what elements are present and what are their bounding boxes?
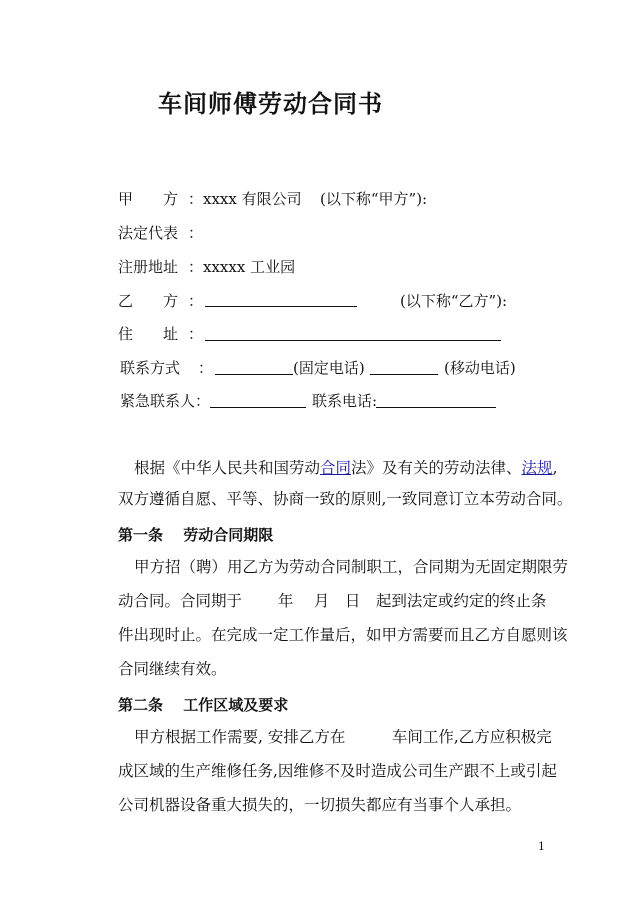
emergency-contact-blank-line: [210, 406, 306, 408]
party-a-value: ：xxxx 有限公司: [188, 190, 302, 208]
law-link-contract[interactable]: 合同: [320, 459, 352, 477]
legal-rep-value: ：: [188, 224, 204, 242]
page-number: 1: [538, 840, 545, 853]
article-1-line: 合同继续有效。: [118, 660, 227, 678]
party-b-colon: ：: [188, 292, 204, 310]
article-2-line: 公司机器设备重大损失的，一切损失都应有当事个人承担。: [118, 796, 522, 814]
article-1-heading: 第一条 劳动合同期限: [118, 526, 274, 544]
contact-colon: ：: [198, 359, 214, 377]
party-a-label: 甲 方: [118, 190, 179, 208]
mobile-phone-label: (移动电话): [444, 359, 516, 377]
fixed-phone-blank-line: [215, 373, 293, 375]
residence-colon: ：: [188, 325, 204, 343]
article-2-line: 成区域的生产维修任务,因维修不及时造成公司生产跟不上或引起: [118, 762, 557, 780]
party-b-note: (以下称“乙方”):: [400, 292, 508, 310]
mobile-phone-blank-line: [370, 373, 438, 375]
party-a-note: (以下称“甲方”):: [320, 190, 428, 208]
party-b-blank-line: [205, 305, 357, 307]
party-b-label: 乙 方: [118, 292, 179, 310]
intro-line-2: 双方遵循自愿、平等、协商一致的原则,一致同意订立本劳动合同。: [118, 490, 573, 508]
article-1-line: 件出现时止。在完成一定工作量后，如甲方需要而且乙方自愿则该: [118, 626, 568, 644]
fixed-phone-label: (固定电话): [293, 359, 365, 377]
intro-text-part: 根据《中华人民共和国劳动: [134, 459, 321, 477]
residence-label: 住 址: [118, 325, 179, 343]
contact-label: 联系方式: [120, 359, 181, 377]
law-link-regulations[interactable]: 法规: [521, 459, 553, 477]
article-1-line: 动合同。合同期于 年 月 日 起到法定或约定的终止条: [118, 592, 547, 610]
document-title: 车间师傅劳动合同书: [158, 90, 383, 118]
article-1-line: 甲方招（聘）用乙方为劳动合同制职工，合同期为无固定期限劳: [134, 558, 569, 576]
residence-blank-line: [205, 339, 501, 341]
article-2-line: 甲方根据工作需要, 安排乙方在 车间工作,乙方应积极完: [134, 728, 552, 746]
intro-text-part: ,: [552, 459, 558, 477]
intro-text-part: 法》及有关的劳动法律、: [351, 459, 522, 477]
article-2-heading: 第二条 工作区域及要求: [118, 696, 289, 714]
emergency-phone-blank-line: [376, 406, 496, 408]
address-label: 注册地址: [118, 258, 179, 276]
legal-rep-label: 法定代表: [118, 224, 179, 242]
address-value: ：xxxxx 工业园: [188, 258, 296, 276]
emergency-phone-label: 联系电话:: [312, 392, 378, 410]
emergency-contact-label: 紧急联系人：: [120, 392, 211, 410]
intro-line-1: [134, 452, 558, 485]
